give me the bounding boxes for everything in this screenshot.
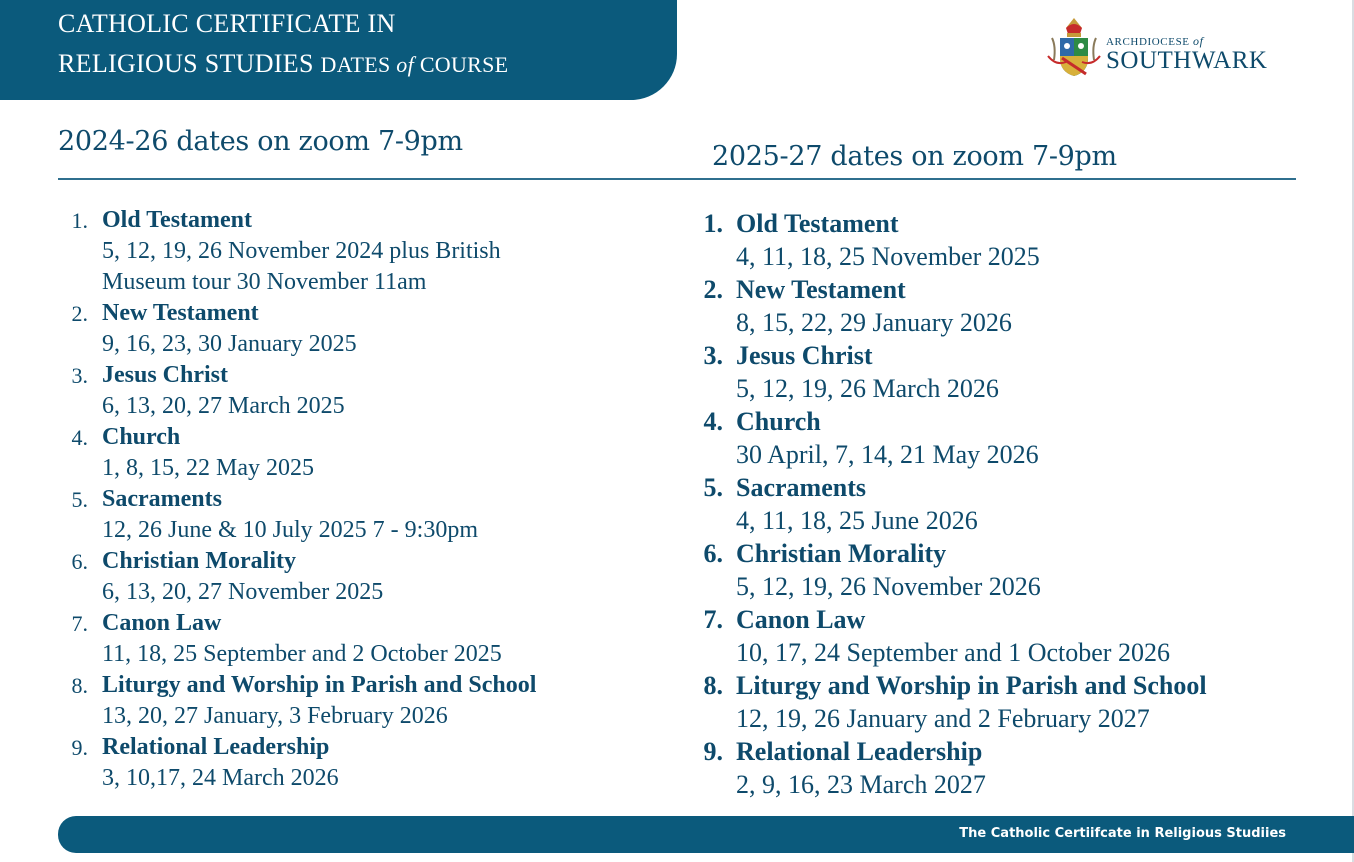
title-dates: DATES bbox=[320, 52, 391, 77]
title-of: of bbox=[396, 52, 415, 77]
list-item bbox=[58, 484, 618, 546]
module-title: Relational Leadership bbox=[736, 737, 983, 766]
module-title: New Testament bbox=[736, 275, 906, 304]
module-title: Christian Morality bbox=[102, 548, 296, 574]
module-title: Sacraments bbox=[736, 473, 866, 502]
module-dates: 8, 15, 22, 29 January 2026 bbox=[736, 308, 1012, 337]
module-dates: 30 April, 7, 14, 21 May 2026 bbox=[736, 440, 1039, 469]
module-title: Canon Law bbox=[736, 605, 866, 634]
left-course-list bbox=[58, 205, 618, 794]
list-item bbox=[58, 608, 618, 670]
document-title bbox=[58, 4, 508, 85]
item-number: 5. bbox=[703, 473, 723, 502]
list-item bbox=[695, 471, 1295, 537]
module-dates: 11, 18, 25 September and 2 October 2025 bbox=[102, 641, 502, 667]
module-dates: 12, 19, 26 January and 2 February 2027 bbox=[736, 704, 1150, 733]
module-title: Old Testament bbox=[736, 209, 899, 238]
module-dates: Museum tour 30 November 11am bbox=[102, 269, 427, 295]
archdiocese-crest-icon bbox=[1046, 16, 1102, 80]
archdiocese-logo bbox=[1046, 16, 1286, 82]
list-item bbox=[695, 669, 1295, 735]
module-title: New Testament bbox=[102, 300, 259, 326]
module-dates: 2, 9, 16, 23 March 2027 bbox=[736, 770, 986, 799]
module-dates: 9, 16, 23, 30 January 2025 bbox=[102, 331, 357, 357]
list-item bbox=[695, 405, 1295, 471]
list-item bbox=[58, 670, 618, 732]
header-banner bbox=[0, 0, 677, 100]
title-line-2 bbox=[58, 44, 508, 85]
module-dates: 6, 13, 20, 27 November 2025 bbox=[102, 579, 384, 605]
list-item bbox=[695, 603, 1295, 669]
item-number: 8. bbox=[71, 673, 88, 698]
list-item bbox=[58, 360, 618, 422]
item-number: 1. bbox=[71, 208, 88, 233]
module-dates: 10, 17, 24 September and 1 October 2026 bbox=[736, 638, 1170, 667]
module-title: Liturgy and Worship in Parish and School bbox=[736, 671, 1207, 700]
list-item bbox=[58, 546, 618, 608]
module-title: Relational Leadership bbox=[102, 734, 330, 760]
module-dates: 1, 8, 15, 22 May 2025 bbox=[102, 455, 314, 481]
right-column-heading: 2025-27 dates on zoom 7-9pm bbox=[712, 141, 1117, 172]
item-number: 9. bbox=[71, 735, 88, 760]
module-dates: 4, 11, 18, 25 November 2025 bbox=[736, 242, 1040, 271]
module-title: Sacraments bbox=[102, 486, 222, 512]
item-number: 4. bbox=[71, 425, 88, 450]
module-title: Church bbox=[102, 424, 181, 450]
item-number: 2. bbox=[71, 301, 88, 326]
module-dates: 6, 13, 20, 27 March 2025 bbox=[102, 393, 345, 419]
list-item bbox=[695, 207, 1295, 273]
module-dates: 5, 12, 19, 26 November 2024 plus British bbox=[102, 238, 501, 264]
item-number: 5. bbox=[71, 487, 88, 512]
list-item bbox=[695, 273, 1295, 339]
module-dates: 4, 11, 18, 25 June 2026 bbox=[736, 506, 978, 535]
item-number: 9. bbox=[703, 737, 723, 766]
module-dates: 5, 12, 19, 26 March 2026 bbox=[736, 374, 999, 403]
module-title: Canon Law bbox=[102, 610, 222, 636]
item-number: 3. bbox=[703, 341, 723, 370]
item-number: 7. bbox=[703, 605, 723, 634]
footer-text: The Catholic Certiifcate in Religious Studiies bbox=[959, 826, 1286, 841]
module-title: Church bbox=[736, 407, 821, 436]
module-dates: 3, 10,17, 24 March 2026 bbox=[102, 765, 339, 791]
item-number: 6. bbox=[71, 549, 88, 574]
module-title: Jesus Christ bbox=[736, 341, 873, 370]
footer-banner bbox=[58, 816, 1354, 853]
list-item bbox=[58, 422, 618, 484]
item-number: 1. bbox=[703, 209, 723, 238]
left-column-heading: 2024-26 dates on zoom 7-9pm bbox=[58, 126, 463, 157]
list-item bbox=[695, 537, 1295, 603]
logo-southwark: SOUTHWARK bbox=[1106, 47, 1268, 74]
module-title: Jesus Christ bbox=[102, 362, 229, 388]
list-item bbox=[58, 298, 618, 360]
right-course-list bbox=[695, 207, 1295, 801]
title-religious-studies: RELIGIOUS STUDIES bbox=[58, 49, 314, 78]
module-title: Liturgy and Worship in Parish and School bbox=[102, 672, 537, 698]
item-number: 2. bbox=[703, 275, 723, 304]
title-course: COURSE bbox=[419, 52, 509, 77]
heading-divider bbox=[58, 178, 1296, 180]
module-title: Old Testament bbox=[102, 207, 253, 233]
item-number: 4. bbox=[703, 407, 723, 436]
item-number: 8. bbox=[703, 671, 723, 700]
list-item bbox=[695, 339, 1295, 405]
module-dates: 13, 20, 27 January, 3 February 2026 bbox=[102, 703, 448, 729]
item-number: 3. bbox=[71, 363, 88, 388]
module-dates: 5, 12, 19, 26 November 2026 bbox=[736, 572, 1041, 601]
module-title: Christian Morality bbox=[736, 539, 947, 568]
list-item bbox=[58, 205, 618, 298]
module-dates: 12, 26 June & 10 July 2025 7 - 9:30pm bbox=[102, 517, 478, 543]
item-number: 7. bbox=[71, 611, 88, 636]
list-item bbox=[695, 735, 1295, 801]
list-item bbox=[58, 732, 618, 794]
logo-archdiocese: ARCHDIOCESE of bbox=[1106, 34, 1204, 48]
title-line-1: CATHOLIC CERTIFICATE IN bbox=[58, 9, 396, 38]
logo-wordmark bbox=[1106, 34, 1267, 73]
item-number: 6. bbox=[703, 539, 723, 568]
